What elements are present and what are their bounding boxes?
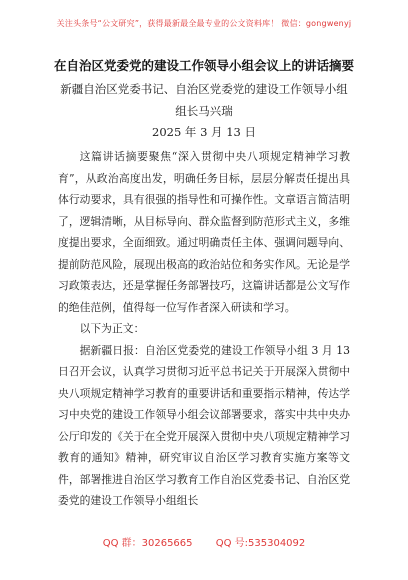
document-body [58,146,350,512]
header-banner: 关注头条号“公文研究”，获得最新最全最专业的公文资料库！ 微信：gongwenyj [56,19,352,28]
document-title: 在自治区党委党的建设工作领导小组会议上的讲话摘要 [53,58,354,73]
document-subtitle: 新疆自治区党委书记、自治区党委党的建设工作领导小组组长马兴瑞 [60,82,348,118]
main-text-paragraph: 据新疆日报：自治区党委党的建设工作领导小组 3 月 13 日召开会议，认真学习贯彻习近平总书记关于开展深入贯彻中央八项规定精神学习教育的重要讲话和重要指示精神，传达学习中央党的建设工作领导小组会议部署要求，落实中共中央办公厅印发的《关于在全党开展深入贯彻中央八项规定精神学习教育的通知》精神，研究审议自治区学习教育实施方案等文件，部署推进自治区学习教育工作自治区党委书记、自治区党委党的建设工作领导小组组长 [58,343,350,507]
footer-qq-number: QQ 号:535304092 [215,538,306,549]
intro-paragraph: 这篇讲话摘要聚焦“深入贯彻中央八项规定精神学习教育”，从政治高度出发，明确任务目标，层层分解责任提出具体行动要求，具有很强的指导性和可操作性。文章语言简洁明了，逻辑清晰，从目标导向、群众监督到防范形式主义，多维度提出要求，全面细致。通过明确责任主体、强调问题导向、提前防范风险，展现出极高的政治站位和务实作风。无论是学习政策表达，还是掌握任务部署技巧，这篇讲话都是公文写作的绝佳范例，值得每一位写作者深入研读和学习。 [58,150,350,314]
text-label-paragraph: 以下为正文： [79,322,145,335]
footer-contact [0,534,408,549]
document-date: 2025 年 3 月 13 日 [152,125,256,139]
footer-qq-group: QQ 群：30265665 [102,538,193,549]
